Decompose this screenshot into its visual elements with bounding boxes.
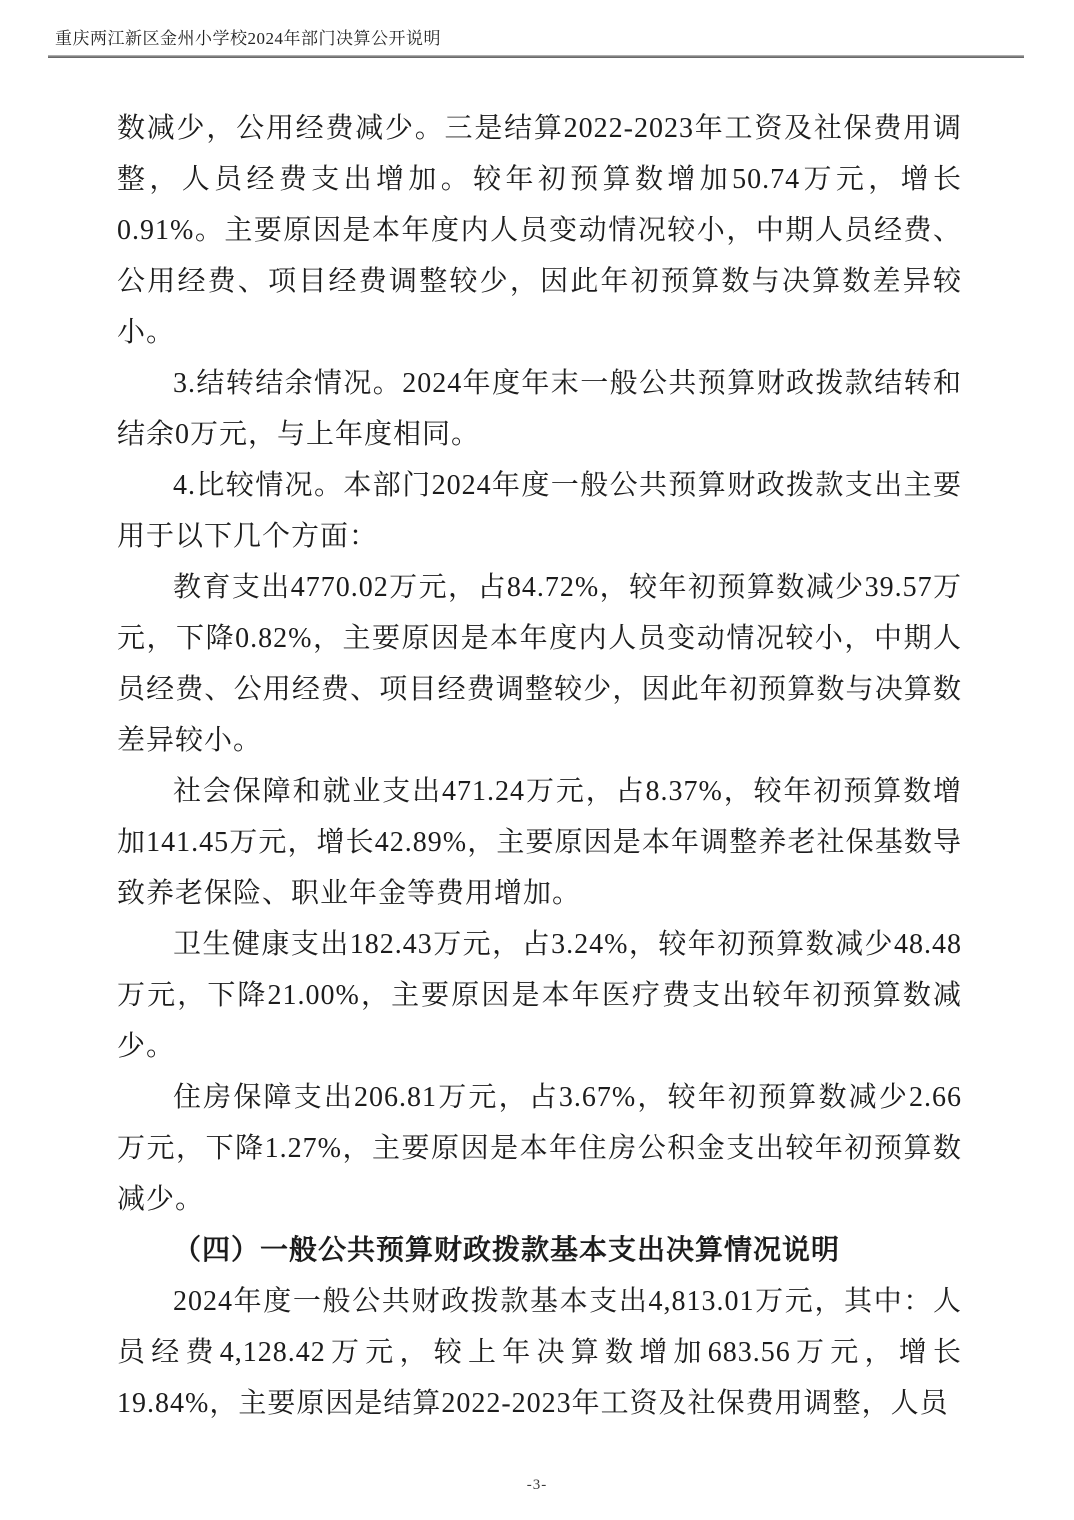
header-divider xyxy=(48,55,1024,58)
page-footer xyxy=(0,1476,1074,1494)
paragraph-continuation: 数减少，公用经费减少。三是结算2022-2023年工资及社保费用调整，人员经费支出增加。较年初预算数增加50.74万元，增长0.91%。主要原因是本年度内人员变动情况较小，中期人员经费、公用经费、项目经费调整较少，因此年初预算数与决算数差异较小。 xyxy=(117,113,962,348)
paragraph-social-security-spending: 社会保障和就业支出471.24万元，占8.37%，较年初预算数增加141.45万元，增长42.89%，主要原因是本年调整养老社保基数导致养老保险、职业年金等费用增加。 xyxy=(117,776,962,909)
paragraph-education-spending: 教育支出4770.02万元，占84.72%，较年初预算数减少39.57万元，下降0.82%，主要原因是本年度内人员变动情况较小，中期人员经费、公用经费、项目经费调整较少，因此年初预算数与决算数差异较小。 xyxy=(117,572,962,756)
document-body xyxy=(117,103,962,1429)
header-title: 重庆两江新区金州小学校2024年部门决算公开说明 xyxy=(55,29,441,48)
section-heading-basic-expenditure: （四）一般公共预算财政拨款基本支出决算情况说明 xyxy=(173,1235,841,1266)
paragraph-basic-expenditure-detail: 2024年度一般公共财政拨款基本支出4,813.01万元，其中：人员经费4,128.42万元，较上年决算数增加683.56万元，增长19.84%，主要原因是结算2022-2023年工资及社保费用调整，人员 xyxy=(117,1286,962,1419)
page-number: -3- xyxy=(526,1477,548,1493)
paragraph-housing-spending: 住房保障支出206.81万元，占3.67%，较年初预算数减少2.66万元，下降1.27%，主要原因是本年住房公积金支出较年初预算数减少。 xyxy=(117,1082,962,1215)
page-header xyxy=(48,28,1024,58)
paragraph-health-spending: 卫生健康支出182.43万元，占3.24%，较年初预算数减少48.48万元，下降21.00%，主要原因是本年医疗费支出较年初预算数减少。 xyxy=(117,929,962,1062)
paragraph-comparison-intro: 4.比较情况。本部门2024年度一般公共预算财政拨款支出主要用于以下几个方面： xyxy=(117,470,962,552)
paragraph-carryover-balance: 3.结转结余情况。2024年度年末一般公共预算财政拨款结转和结余0万元，与上年度相同。 xyxy=(117,368,962,450)
